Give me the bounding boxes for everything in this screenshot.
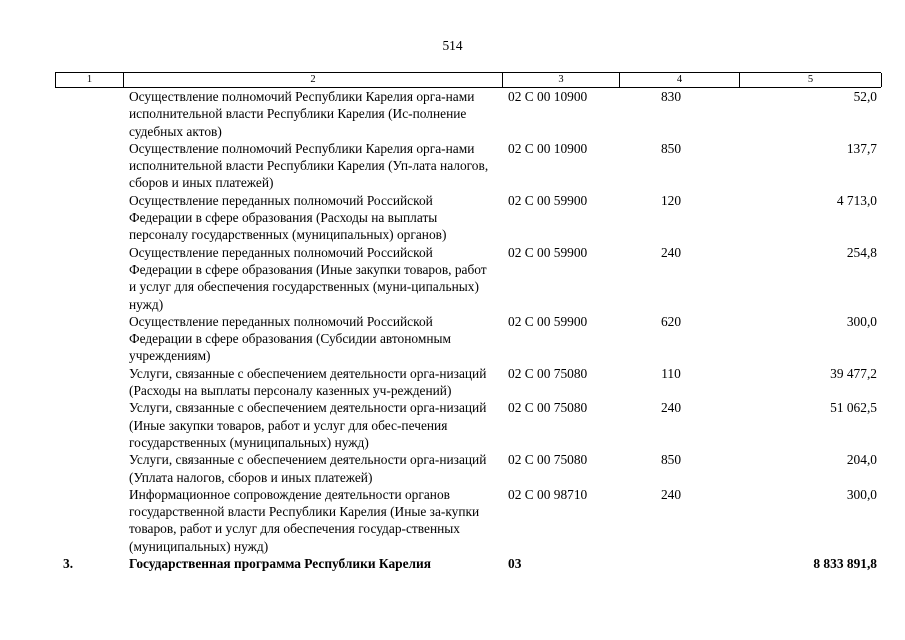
row-code: 02 С 00 59900 <box>508 313 588 329</box>
row-number <box>55 88 123 140</box>
row-expense-type: 830 <box>660 89 682 104</box>
row-expense-type <box>619 555 739 572</box>
row-number <box>55 451 123 486</box>
row-amount: 300,0 <box>846 486 877 502</box>
row-number <box>55 244 123 313</box>
column-header: 2 <box>124 73 503 87</box>
column-header: 4 <box>620 73 740 87</box>
row-expense-type: 120 <box>660 192 682 208</box>
row-name: Услуги, связанные с обеспечением деятельности орга-низаций (Уплата налогов, сборов и иных платежей) <box>129 452 487 485</box>
row-expense-type: 850 <box>660 452 682 468</box>
row-number: 3. <box>63 556 74 572</box>
table-header <box>55 72 881 88</box>
row-code: 02 С 00 98710 <box>508 486 588 502</box>
row-expense-type: 240 <box>660 400 682 416</box>
row-amount: 300,0 <box>846 313 877 329</box>
row-name: Государственная программа Республики Карелия <box>129 556 432 572</box>
table-row <box>55 365 881 400</box>
budget-table <box>55 72 881 572</box>
row-number <box>55 399 123 451</box>
row-name: Осуществление полномочий Республики Карелия орга-нами исполнительной власти Республики Карелия (Уп-лата налогов, сборов и иных платежей) <box>129 140 489 191</box>
row-expense-type: 240 <box>660 244 682 260</box>
row-name: Услуги, связанные с обеспечением деятельности орга-низаций (Иные закупки товаров, работ и услуг для обес-печения государственных (муниципальных) нужд) <box>129 400 487 450</box>
row-code: 02 С 00 75080 <box>508 400 588 416</box>
table-row <box>55 88 881 140</box>
page-number: 514 <box>442 38 463 53</box>
row-name: Осуществление переданных полномочий Российской Федерации в сфере образования (Иные закупки товаров, работ и услуг для обеспечения государственных (муни-ципальных) нужд) <box>129 244 487 312</box>
row-code: 02 С 00 10900 <box>508 140 588 156</box>
row-code: 03 <box>508 556 522 572</box>
row-number <box>55 313 123 365</box>
table-row <box>55 244 881 313</box>
row-code: 02 С 00 59900 <box>508 244 588 260</box>
row-amount: 52,0 <box>853 89 877 104</box>
row-expense-type: 110 <box>661 365 681 381</box>
row-amount: 51 062,5 <box>830 400 877 416</box>
row-name: Услуги, связанные с обеспечением деятельности орга-низаций (Расходы на выплаты персоналу казенных уч-реждений) <box>129 365 487 399</box>
row-number <box>55 192 123 244</box>
row-expense-type: 620 <box>660 313 682 329</box>
row-amount: 137,7 <box>846 140 877 156</box>
row-name: Осуществление переданных полномочий Российской Федерации в сфере образования (Расходы на выплаты персоналу государственных (муниципальных) органов) <box>129 192 447 243</box>
row-expense-type: 850 <box>660 140 682 156</box>
table-row <box>55 486 881 555</box>
row-code: 02 С 00 75080 <box>508 452 588 468</box>
row-number <box>55 365 123 400</box>
column-header: 5 <box>740 73 882 87</box>
row-number <box>55 486 123 555</box>
table-row <box>55 192 881 244</box>
row-expense-type: 240 <box>660 486 682 502</box>
row-amount: 4 713,0 <box>836 192 877 208</box>
row-name: Осуществление переданных полномочий Российской Федерации в сфере образования (Субсидии автономным учреждениям) <box>129 313 451 364</box>
table-row <box>55 555 881 572</box>
row-number <box>55 140 123 192</box>
table-row <box>55 140 881 192</box>
column-header: 1 <box>56 73 124 87</box>
row-amount: 254,8 <box>846 244 877 260</box>
row-name: Осуществление полномочий Республики Карелия орга-нами исполнительной власти Республики Карелия (Ис-полнение судебных актов) <box>129 89 475 139</box>
table-row <box>55 313 881 365</box>
row-code: 02 С 00 10900 <box>508 89 588 104</box>
row-amount: 39 477,2 <box>830 365 877 381</box>
row-name: Информационное сопровождение деятельности органов государственной власти Республики Карелия (Иные за-купки товаров, работ и услуг для обеспечения государ-ственных (муниципальных) нужд) <box>129 486 480 554</box>
table-body <box>55 88 881 572</box>
row-code: 02 С 00 75080 <box>508 365 588 381</box>
row-code: 02 С 00 59900 <box>508 192 588 208</box>
column-header: 3 <box>503 73 620 87</box>
table-row <box>55 399 881 451</box>
row-amount: 8 833 891,8 <box>813 556 877 572</box>
table-row <box>55 451 881 486</box>
row-amount: 204,0 <box>846 452 877 468</box>
